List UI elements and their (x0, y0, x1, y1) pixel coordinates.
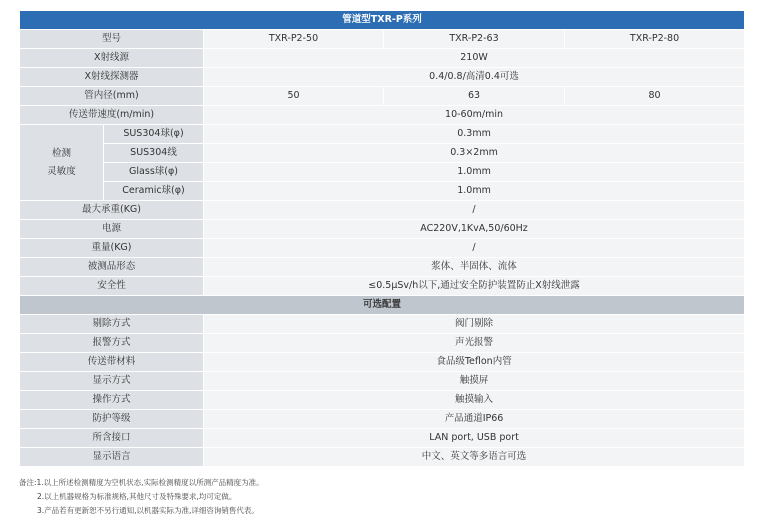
table-row (20, 277, 745, 296)
row-value: / (204, 201, 745, 220)
sub-label: Ceramic球(φ) (104, 182, 204, 201)
row-label: X射线源 (20, 49, 204, 68)
diameter-cell: 63 (384, 87, 565, 106)
model-cell: TXR-P2-63 (384, 30, 565, 49)
footnotes (19, 476, 744, 518)
diameter-cell: 50 (204, 87, 384, 106)
table-row (20, 220, 745, 239)
sub-label: Glass球(φ) (104, 163, 204, 182)
sensitivity-group-label (20, 125, 104, 201)
table-row (20, 258, 745, 277)
row-value: 声光报警 (204, 334, 745, 353)
row-label: 防护等级 (20, 410, 204, 429)
table-row (20, 239, 745, 258)
model-cell: TXR-P2-80 (565, 30, 745, 49)
row-value: 0.4/0.8/高清0.4可选 (204, 68, 745, 87)
row-value: 产品通道IP66 (204, 410, 745, 429)
sub-label: SUS304线 (104, 144, 204, 163)
table-row (20, 410, 745, 429)
row-label: 传送带速度(m/min) (20, 106, 204, 125)
row-label: 报警方式 (20, 334, 204, 353)
spec-table (19, 10, 745, 467)
table-row (20, 106, 745, 125)
footnote-line: 备注:1.以上所述检测精度为空机状态,实际检测精度以所测产品精度为准。 (19, 478, 264, 487)
table-row (20, 68, 745, 87)
row-value: 阀门剔除 (204, 315, 745, 334)
row-value: 1.0mm (204, 163, 745, 182)
model-cell: TXR-P2-50 (204, 30, 384, 49)
row-label: 被测品形态 (20, 258, 204, 277)
model-row (20, 30, 745, 49)
table-row (20, 49, 745, 68)
footnote-line: 3.产品若有更新恕不另行通知,以机器实际为准,详细咨询销售代表。 (37, 506, 259, 515)
table-row (20, 201, 745, 220)
group-label-line: 灵敏度 (47, 165, 76, 177)
row-label: X射线探测器 (20, 68, 204, 87)
sub-label: SUS304球(φ) (104, 125, 204, 144)
row-value: LAN port, USB port (204, 429, 745, 448)
section-title: 可选配置 (20, 296, 745, 315)
table-row (20, 391, 745, 410)
diameter-cell: 80 (565, 87, 745, 106)
row-label: 操作方式 (20, 391, 204, 410)
row-value: 1.0mm (204, 182, 745, 201)
optional-section-row (20, 296, 745, 315)
sensitivity-row (20, 163, 745, 182)
model-label: 型号 (20, 30, 204, 49)
table-row (20, 315, 745, 334)
row-label: 管内径(mm) (20, 87, 204, 106)
row-label: 剔除方式 (20, 315, 204, 334)
row-value: 浆体、半固体、流体 (204, 258, 745, 277)
row-value: 触摸屏 (204, 372, 745, 391)
pipe-diameter-row (20, 87, 745, 106)
table-title: 管道型TXR-P系列 (20, 11, 745, 30)
table-row (20, 372, 745, 391)
table-row (20, 448, 745, 467)
sensitivity-row (20, 144, 745, 163)
row-label: 显示语言 (20, 448, 204, 467)
footnote-line: 2.以上机器规格为标准规格,其他尺寸及特殊要求,均可定做。 (37, 492, 237, 501)
table-row (20, 429, 745, 448)
row-label: 重量(KG) (20, 239, 204, 258)
sensitivity-row (20, 125, 745, 144)
group-label-line: 检测 (51, 147, 71, 159)
row-value: 食品级Teflon内管 (204, 353, 745, 372)
row-value: 0.3mm (204, 125, 745, 144)
row-value: / (204, 239, 745, 258)
row-value: 0.3×2mm (204, 144, 745, 163)
row-value: 210W (204, 49, 745, 68)
row-value: AC220V,1KvA,50/60Hz (204, 220, 745, 239)
sensitivity-row (20, 182, 745, 201)
row-label: 显示方式 (20, 372, 204, 391)
row-label: 电源 (20, 220, 204, 239)
row-value: ≤0.5μSv/h以下,通过安全防护装置防止X射线泄露 (204, 277, 745, 296)
title-row (20, 11, 745, 30)
row-label: 安全性 (20, 277, 204, 296)
table-row (20, 353, 745, 372)
row-label: 所含接口 (20, 429, 204, 448)
row-value: 中文、英文等多语言可选 (204, 448, 745, 467)
row-label: 最大承重(KG) (20, 201, 204, 220)
row-label: 传送带材料 (20, 353, 204, 372)
row-value: 触摸输入 (204, 391, 745, 410)
table-row (20, 334, 745, 353)
row-value: 10-60m/min (204, 106, 745, 125)
